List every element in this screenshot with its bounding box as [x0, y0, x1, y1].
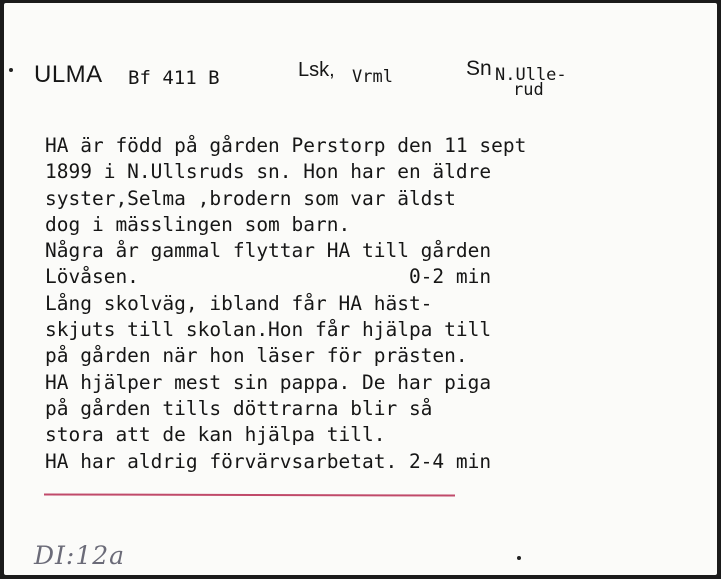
- punch-dot: [9, 68, 13, 72]
- text-line: Lövåsen. 0-2 min: [45, 265, 492, 289]
- text-line: Några år gammal flyttar HA till gården: [45, 239, 492, 263]
- text-line: stora att de kan hjälpa till.: [45, 423, 386, 447]
- text-line: skjuts till skolan.Hon får hjälpa till: [45, 318, 492, 342]
- text-line: dog i mässlingen som barn.: [45, 212, 351, 236]
- red-underline: [44, 493, 455, 496]
- archive-card: [4, 3, 717, 575]
- text-line: 1899 i N.Ullsruds sn. Hon har en äldre: [45, 160, 492, 184]
- text-line: HA hjälper mest sin pappa. De har piga: [45, 370, 492, 394]
- archive-label: ULMA: [34, 61, 103, 88]
- text-line: Lång skolväg, ibland får HA häst-: [45, 291, 433, 315]
- landscape-label: Lsk,: [298, 59, 335, 81]
- text-line: syster,Selma ,brodern som var äldst: [45, 186, 456, 210]
- card-body-text: [45, 133, 526, 475]
- parish-name-bottom: rud: [513, 80, 544, 100]
- parish-prefix: Sn: [466, 57, 492, 80]
- text-line: på gården tills döttrarna blir så: [45, 396, 433, 420]
- text-line: HA har aldrig förvärvsarbetat. 2-4 min: [45, 449, 492, 473]
- province-label: Vrml: [352, 67, 393, 87]
- handwritten-signature: DI:12a: [34, 541, 126, 570]
- ink-dot: [517, 556, 521, 560]
- record-number: Bf 411 B: [128, 67, 220, 89]
- parish-name-top: N.Ulle-: [495, 65, 567, 85]
- text-line: på gården när hon läser för prästen.: [45, 344, 468, 368]
- text-line: HA är född på gården Perstorp den 11 sept: [45, 134, 527, 157]
